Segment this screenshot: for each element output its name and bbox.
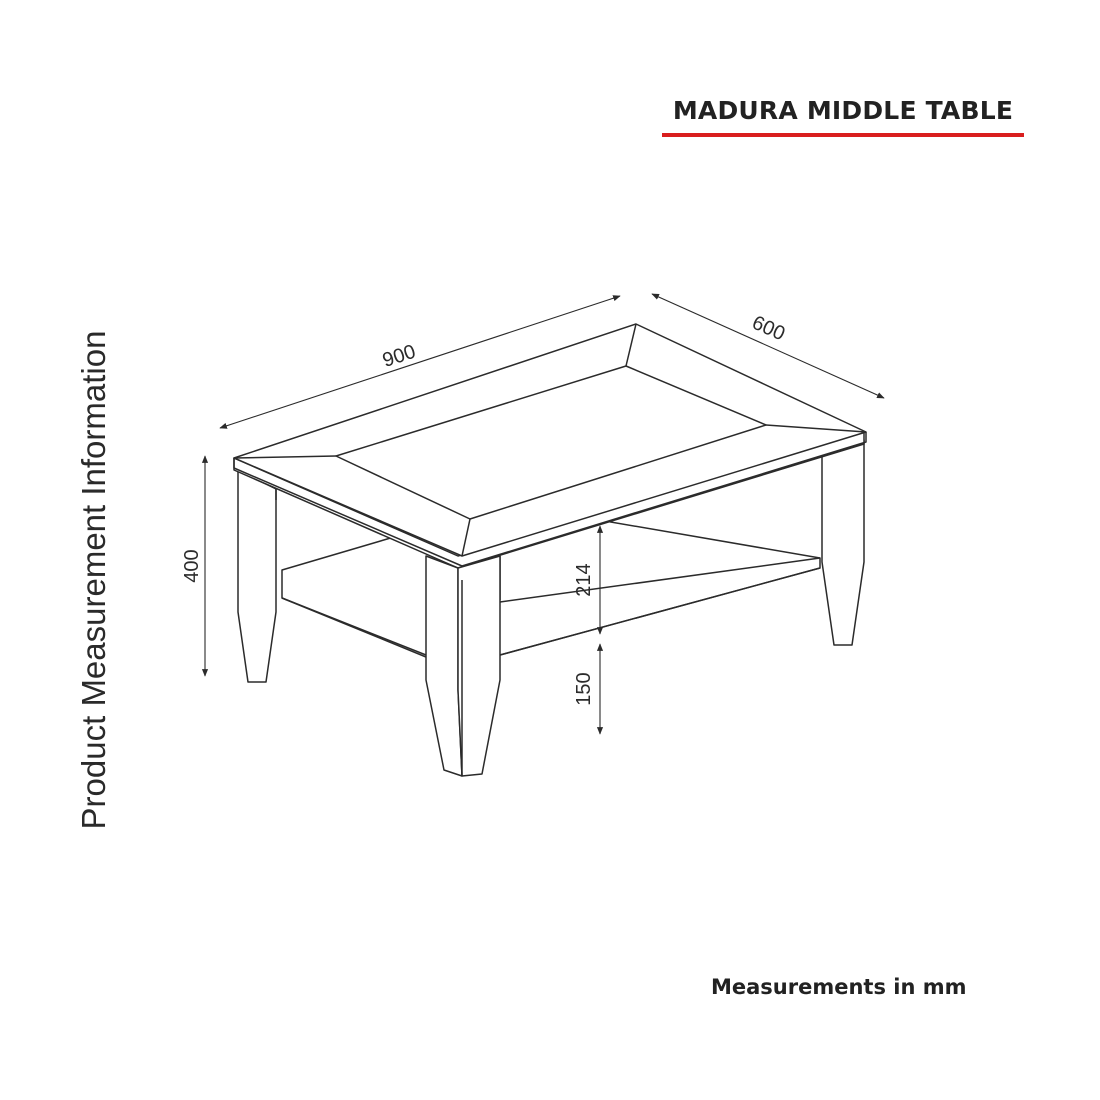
measurement-note: Measurements in mm	[711, 975, 967, 999]
table-top	[234, 324, 866, 566]
front-corner-leg	[458, 556, 500, 776]
leg-clearance-label: 150	[573, 672, 595, 706]
back-left-leg	[238, 470, 276, 682]
product-title: MADURA MIDDLE TABLE	[672, 96, 1014, 125]
leg-clearance-dimension	[573, 644, 600, 734]
height-dimension	[181, 456, 205, 676]
front-left-leg	[426, 556, 462, 776]
back-right-leg	[822, 440, 864, 645]
width-label: 900	[379, 340, 419, 372]
height-label: 400	[181, 549, 203, 583]
side-label: Product Measurement Information	[75, 330, 112, 830]
depth-label: 600	[748, 311, 789, 346]
shelf-gap-label: 214	[573, 563, 595, 597]
